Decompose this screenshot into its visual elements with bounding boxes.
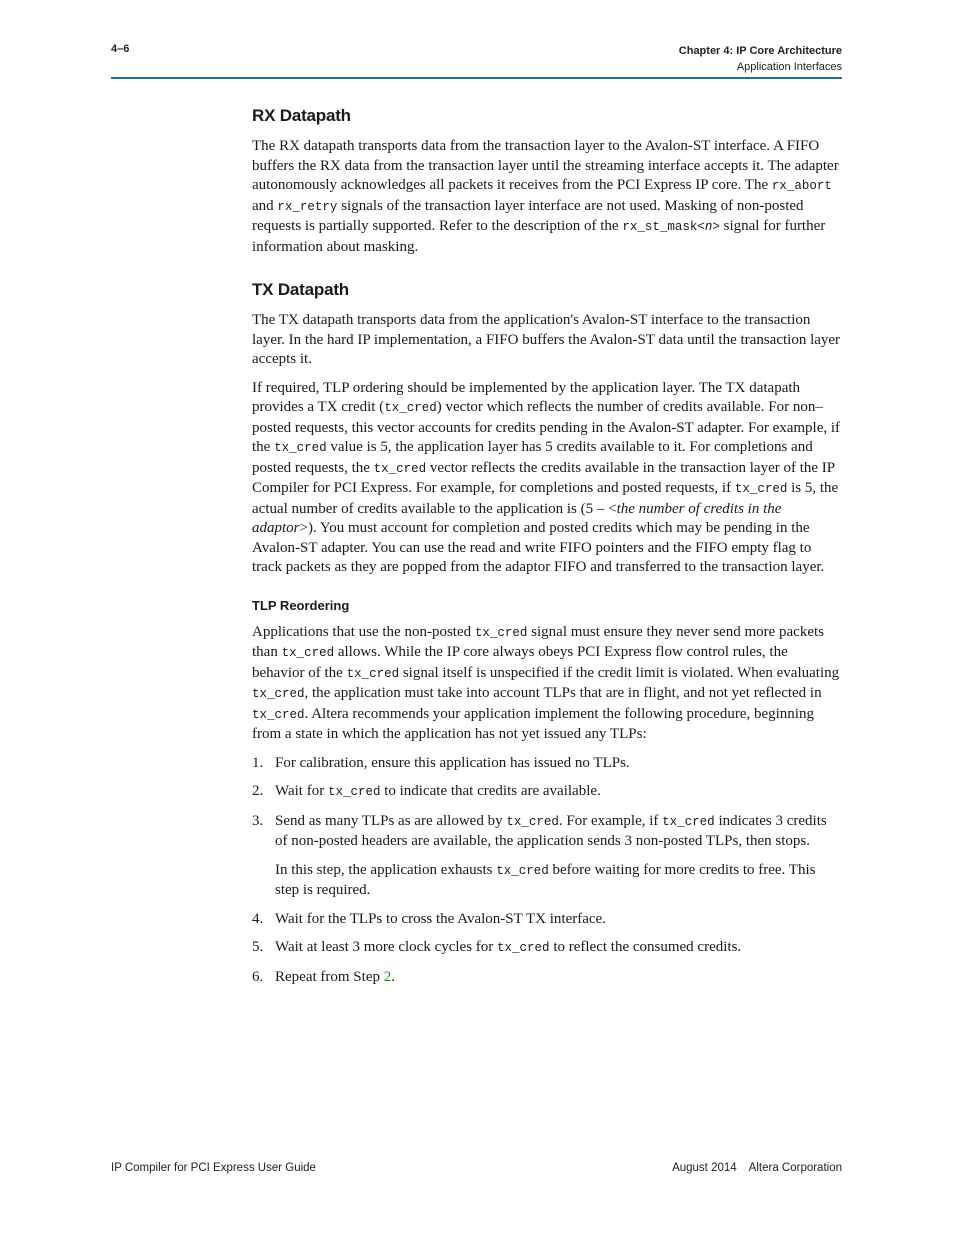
tx-paragraph-2 [252, 379, 842, 578]
signal-tx-cred: tx_cred [662, 814, 715, 829]
text: vector reflects the credits available in the transaction layer of the IP Compiler for PCI Express. For example, for completions and posted requests, if [252, 459, 835, 496]
signal-tx-cred: tx_cred [506, 814, 559, 829]
signal-tx-cred: tx_cred [274, 441, 327, 455]
text: >). You must account for completion and posted credits which may be pending in the Avalon-ST adapter. You can use the read and write FIFO pointers and the FIFO empty flag to track packets as they are popped from the adaptor FIFO and transferred to the transaction layer. [252, 520, 825, 575]
text: , the application must take into account TLPs that are in flight, and not yet reflected in [304, 685, 822, 701]
text: allows. While the IP core always obeys PCI Express flow control rules, the behavior of the [252, 644, 788, 681]
rx-paragraph [252, 137, 842, 257]
header-rule [111, 77, 842, 79]
step-text: Wait at least 3 more clock cycles for [275, 939, 498, 955]
text: signal must ensure they never send more packets than [252, 623, 824, 660]
code-text: rx_st_mask< [622, 220, 705, 234]
chapter-title: Chapter 4: IP Core Architecture [678, 45, 842, 57]
step-text: to reflect the consumed credits. [549, 939, 742, 955]
footer-company: Altera Corporation [748, 1162, 842, 1174]
signal-tx-cred: tx_cred [384, 401, 437, 415]
tx-paragraph-1: The TX datapath transports data from the application's Avalon-ST interface to the transaction layer. In the hard IP implementation, a FIFO buffers the Avalon-ST data until the transaction layer accepts it. [252, 312, 841, 367]
step-text: . [391, 968, 395, 985]
text: signal for further information about masking. [252, 218, 826, 255]
list-item [252, 812, 842, 901]
list-item [252, 938, 842, 959]
text: The RX datapath transports data from the transaction layer to the Avalon-ST interface. A FIFO buffers the RX data from the transaction layer until the streaming interface accepts it. The adapter autonomously acknowledges all packets it receives from the PCI Express IP core. The [252, 138, 839, 193]
text: . For example, if [558, 812, 663, 829]
text: indicates 3 credits of non-posted headers are available, the application sends 3 non-posted TLPs, then stops. [275, 812, 827, 849]
step-number: 2. [252, 783, 264, 799]
italic-text: the number of credits in the adaptor [252, 500, 782, 536]
signal-tx-cred: tx_cred [252, 687, 305, 701]
step-text: to indicate that credits are available. [380, 783, 601, 799]
step-number: 6. [252, 968, 264, 985]
signal-rx-retry: rx_retry [277, 199, 338, 214]
text: Send as many TLPs as are allowed by [275, 812, 507, 829]
step-text: Wait for the TLPs to cross the Avalon-ST TX interface. [275, 910, 606, 927]
step-subtext [275, 861, 842, 901]
step-text: Repeat from Step [275, 968, 384, 985]
signal-tx-cred: tx_cred [734, 482, 788, 496]
text: . Altera recommends your application implement the following procedure, beginning from a state in which the application has not yet issued any TLPs: [252, 705, 814, 742]
text: If required, TLP ordering should be implemented by the application layer. The TX datapath provides a TX credit ( [252, 379, 801, 415]
list-item [252, 910, 842, 930]
signal-tx-cred: tx_cred [496, 863, 549, 878]
footer-right [672, 1162, 842, 1174]
text: value is 5, the application layer has 5 credits available to it. For completions and posted requests, the [252, 439, 813, 476]
step-2-link[interactable]: 2 [383, 968, 392, 985]
text: Applications that use the non-posted [252, 623, 475, 640]
signal-tx-cred: tx_cred [474, 625, 528, 640]
running-header [679, 43, 842, 75]
signal-tx-cred: tx_cred [252, 707, 305, 722]
code-italic: n [704, 220, 713, 234]
step-text [275, 812, 842, 852]
step-number: 1. [252, 754, 264, 771]
text: is 5, the actual number of credits available to the application is (5 – < [252, 480, 839, 517]
step-number: 4. [252, 910, 264, 927]
signal-tx-cred: tx_cred [281, 646, 335, 660]
signal-tx-cred: tx_cred [346, 666, 400, 681]
step-number: 5. [252, 939, 264, 955]
text: In this step, the application exhausts [275, 861, 497, 878]
tlp-reordering-heading: TLP Reordering [252, 597, 350, 613]
code-text: > [712, 220, 720, 234]
signal-tx-cred: tx_cred [497, 941, 550, 955]
text: signal itself is unspecified if the credit limit is violated. When evaluating [399, 664, 840, 681]
text: and [252, 197, 278, 214]
section-title: Application Interfaces [736, 61, 842, 73]
text: signals of the transaction layer interface are not used. Masking of non-posted requests is partially supported. Refer to the description of the [252, 197, 804, 234]
step-text: For calibration, ensure this application has issued no TLPs. [275, 754, 630, 771]
signal-tx-cred: tx_cred [327, 785, 381, 799]
list-item [252, 968, 842, 988]
tx-datapath-heading: TX Datapath [252, 280, 349, 299]
procedure-list [252, 754, 842, 988]
list-item [252, 782, 842, 803]
step-number: 3. [252, 812, 264, 829]
step-text: Wait for [275, 783, 328, 799]
page-number: 4–6 [111, 43, 130, 55]
rx-datapath-heading: RX Datapath [252, 106, 351, 125]
signal-rx-st-mask [622, 220, 720, 234]
footer-date: August 2014 [672, 1162, 737, 1174]
text: ) vector which reflects the number of credits available. For non–posted requests, this vector accounts for credits pending in the Avalon-ST adapter. For example, if the [252, 399, 841, 455]
list-item [252, 754, 842, 774]
footer-guide-title: IP Compiler for PCI Express User Guide [111, 1162, 316, 1174]
text: before waiting for more credits to free. This step is required. [275, 861, 816, 898]
signal-rx-abort: rx_abort [771, 179, 832, 193]
page-body [252, 104, 842, 996]
tlp-paragraph [252, 623, 842, 745]
signal-tx-cred: tx_cred [373, 461, 427, 476]
